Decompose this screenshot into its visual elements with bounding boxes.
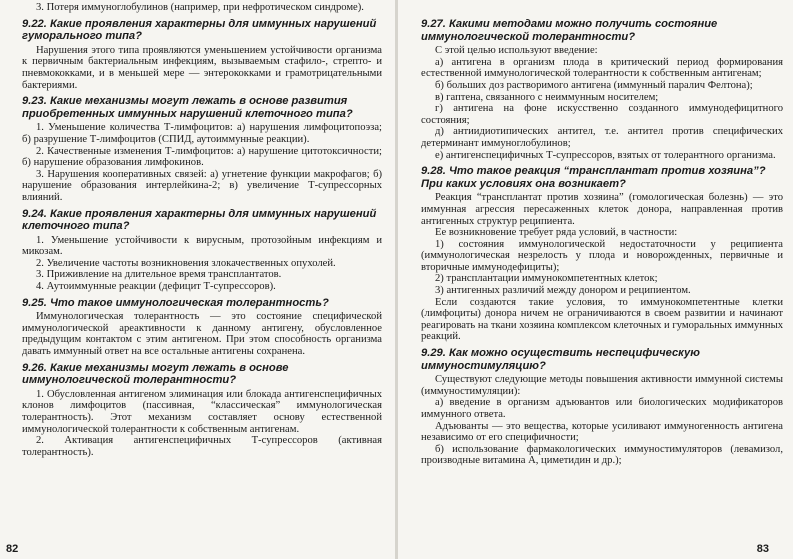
left-page — [0, 0, 396, 559]
page-number: 83 — [756, 543, 769, 555]
paragraph: д) антиидиотипических антител, т.е. антител против специфических детерминант иммуноглобулинов; — [421, 126, 783, 149]
question-heading: 9.24. Какие проявления характерны для иммунных нарушений клеточного типа? — [22, 207, 377, 233]
paragraph: С этой целью используют введение: — [435, 45, 598, 57]
right-page — [397, 0, 793, 559]
paragraph: 1. Уменьшение количества Т-лимфоцитов: а) нарушения лимфоцитопоэза; б) разрушение Т-лимфоцитов (СПИД, аутоиммунные реакции). — [22, 122, 382, 145]
paragraph: 2. Активация антигенспецифичных Т-супрессоров (активная толерантность). — [22, 435, 382, 458]
paragraph: Адъюванты — это вещества, которые усиливают иммуногенность антигена независимо от его специфичности; — [421, 420, 783, 444]
paragraph: а) введение в организм адъювантов или биологических модификаторов иммунного ответа. — [421, 397, 783, 420]
question-heading: 9.25. Что такое иммунологическая толерантность? — [22, 296, 329, 309]
left-page-text — [22, 2, 382, 458]
paragraph: 2. Увеличение частоты возникновения злокачественных опухолей. — [36, 257, 336, 269]
paragraph: 3. Нарушения кооперативных связей: а) угнетение функции макрофагов; б) нарушение образования интерлейкина-2; в) увеличение Т-супрессорных влияний. — [22, 168, 382, 203]
paragraph: Иммунологическая толерантность — это состояние специфической иммунологической ареактивности к данному антигену, обусловленное предыдущим контактом с этим антигеном. При этом способность организма давать иммунный ответ на все остальные антигены сохранена. — [22, 311, 382, 358]
paragraph: 3. Приживление на длительное время трансплантатов. — [36, 269, 282, 281]
question-heading: 9.22. Какие проявления характерны для иммунных нарушений гуморального типа? — [22, 17, 377, 43]
right-page-text — [421, 14, 783, 467]
paragraph: Нарушения этого типа проявляются уменьшением устойчивости организма к первичным бактериальным инфекциям, вызываемым стафило-, стрепто- и пневмококками, и в меньшей мере — энтерококками и грамотрицательными бактериями. — [22, 44, 382, 91]
paragraph: 1. Обусловленная антигеном элиминация или блокада антигенспецифичных клонов лимфоцитов (пассивная, “классическая” иммунологическая толерантность). Этот механизм составляет основу естественной иммунологической толерантности к собственным антигенам. — [22, 388, 382, 435]
paragraph: Существуют следующие методы повышения активности иммунной системы (иммуностимуляции): — [421, 374, 783, 397]
paragraph: Если создаются такие условия, то иммунокомпетентные клетки (лимфоциты) донора ничем не ограничиваются в своем развитии и начинают реагировать на ткани хозяина комплексом клеточных и гуморальных иммунных реакций. — [421, 296, 783, 343]
paragraph: в) гаптена, связанного с неиммунным носителем; — [435, 91, 659, 103]
paragraph: 1) состояния иммунологической недостаточности у реципиента (иммунологическая незрелость у плода и новорожденных, первичные и вторичные иммунодефициты); — [421, 238, 783, 273]
paragraph: 3) антигенных различий между донором и реципиентом. — [435, 285, 691, 297]
paragraph: 1. Уменьшение устойчивости к вирусным, протозойным инфекциям и микозам. — [22, 234, 382, 258]
paragraph: 4. Аутоиммунные реакции (дефицит Т-супрессоров). — [36, 281, 276, 293]
paragraph: 2) трансплантации иммунокомпетентных клеток; — [435, 273, 658, 285]
paragraph: 2. Качественные изменения Т-лимфоцитов: а) нарушение цитотоксичности; б) нарушение образования лимфокинов. — [22, 145, 382, 169]
paragraph: 3. Потеря иммуноглобулинов (например, при нефротическом синдроме). — [36, 2, 364, 13]
paragraph: б) больших доз растворимого антигена (иммунный паралич Фелтона); — [435, 79, 753, 91]
question-heading: 9.27. Какими методами можно получить состояние иммунологической толерантности? — [421, 18, 718, 43]
paragraph: б) использование фармакологических иммуностимуляторов (левамизол, производные витамина А, циметидин и др.); — [421, 443, 783, 467]
page-number: 82 — [6, 543, 19, 555]
paragraph: е) антигенспецифичных Т-супрессоров, взятых от толерантного организма. — [435, 149, 776, 161]
question-heading: 9.29. Как можно осуществить неспецифическую иммуностимуляцию? — [421, 347, 700, 372]
question-heading: 9.23. Какие механизмы могут лежать в основе развития приобретенных иммунных нарушений клеточного типа? — [22, 95, 353, 120]
paragraph: г) антигена на фоне искусственно созданного иммунодефицитного состояния; — [421, 103, 783, 126]
question-heading: 9.28. Что такое реакция “трансплантат против хозяина”? При каких условиях она возникает? — [421, 165, 766, 190]
paragraph: Реакция “трансплантат против хозяина” (гомологическая болезнь) — это иммунная агрессия пересаженных клеток донора, направленная против антигенных структур реципиента. — [421, 192, 783, 227]
paragraph: а) антигена в организм плода в критический период формирования естественной иммунологической толерантности к собственным антигенам; — [421, 56, 783, 80]
question-heading: 9.26. Какие механизмы могут лежать в основе иммунологической толерантности? — [22, 361, 289, 387]
paragraph: Ее возникновение требует ряда условий, в частности: — [435, 227, 678, 239]
